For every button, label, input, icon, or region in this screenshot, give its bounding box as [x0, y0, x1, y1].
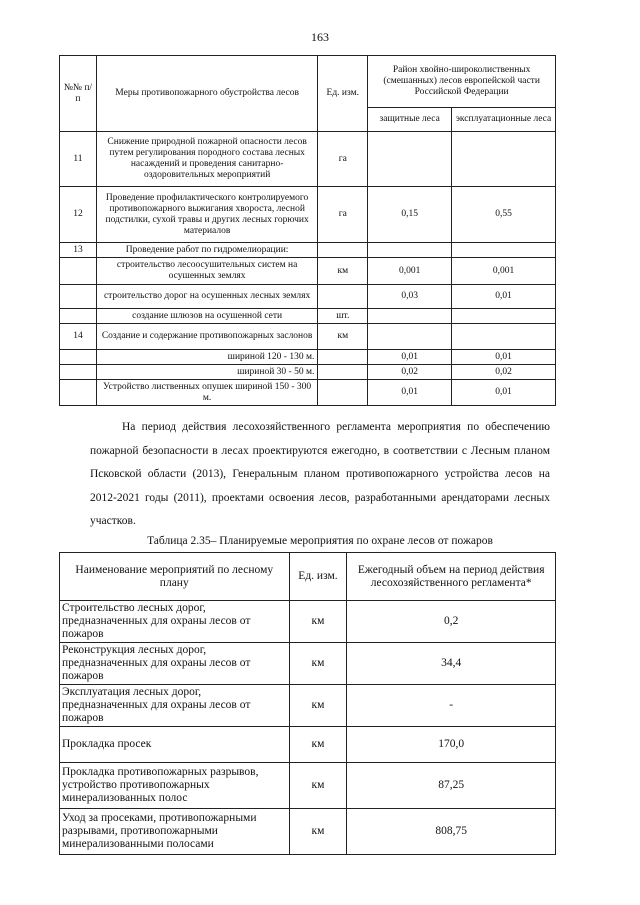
row-protective: [368, 132, 452, 187]
body-paragraph: На период действия лесохозяйственного регламента мероприятия по обеспечению пожарной безопасности в лесах проектируются ежегодно, в соответствии с Лесным планом Псковской области (2013), Генеральным планом противопожарного устройства лесов на 2012-2021 годы (2011), проектами освоения лесов, разработанными арендаторами лесных участков.: [90, 421, 550, 527]
fire-measures-table: [59, 55, 556, 406]
row-exploitation: 0,001: [452, 258, 556, 285]
row-measure: Проведение работ по гидромелиорации:: [96, 243, 317, 258]
row-measure: строительство дорог на осушенных лесных землях: [96, 285, 317, 309]
row-measure: Снижение природной пожарной опасности лесов путем регулирования породного состава лесных насаждений и проведения санитарно-оздоровительных мероприятий: [96, 132, 317, 187]
planned-measures-table: [59, 552, 556, 855]
row-protective: 0,01: [368, 380, 452, 406]
row-num: 11: [60, 132, 97, 187]
row-unit: [318, 380, 368, 406]
row-unit: км: [318, 324, 368, 350]
row-unit: км: [289, 809, 347, 855]
row-num: [60, 285, 97, 309]
table-row: [60, 809, 556, 855]
table-row: [60, 309, 556, 324]
row-protective: 0,03: [368, 285, 452, 309]
row-exploitation: [452, 243, 556, 258]
row-num: [60, 380, 97, 406]
row-num: 14: [60, 324, 97, 350]
row-unit: км: [289, 643, 347, 685]
row-measure: Проведение профилактического контролируемого противопожарного выжигания хвороста, лесной подстилки, сухой травы и других лесных горючих материалов: [96, 187, 317, 243]
row-num: [60, 350, 97, 365]
row-num: [60, 309, 97, 324]
header-protective: защитные леса: [368, 108, 452, 132]
row-value: 170,0: [347, 727, 556, 763]
row-unit: км: [289, 601, 347, 643]
row-value: 34,4: [347, 643, 556, 685]
row-value: 808,75: [347, 809, 556, 855]
row-unit: [318, 243, 368, 258]
table-row: [60, 132, 556, 187]
row-exploitation: [452, 132, 556, 187]
row-num: 13: [60, 243, 97, 258]
row-protective: [368, 243, 452, 258]
row-name: Реконструкция лесных дорог, предназначенных для охраны лесов от пожаров: [60, 643, 290, 685]
page-number: 163: [311, 30, 329, 44]
header-region: Район хвойно-широколиственных (смешанных) лесов европейской части Российской Федерации: [368, 56, 556, 108]
row-unit: [318, 285, 368, 309]
row-measure: Устройство лиственных опушек шириной 150 - 300 м.: [96, 380, 317, 406]
row-unit: [318, 350, 368, 365]
header-unit: Ед. изм.: [318, 56, 368, 132]
row-exploitation: 0,01: [452, 285, 556, 309]
row-exploitation: 0,55: [452, 187, 556, 243]
table-row: [60, 685, 556, 727]
row-value: 0,2: [347, 601, 556, 643]
row-name: Эксплуатация лесных дорог, предназначенных для охраны лесов от пожаров: [60, 685, 290, 727]
row-unit: [318, 365, 368, 380]
header-unit: Ед. изм.: [289, 553, 347, 601]
row-name: Прокладка просек: [60, 727, 290, 763]
table-row: [60, 187, 556, 243]
table-row: [60, 601, 556, 643]
row-protective: 0,001: [368, 258, 452, 285]
row-measure: создание шлюзов на осушенной сети: [96, 309, 317, 324]
table-row: [60, 763, 556, 809]
table-row: [60, 258, 556, 285]
row-unit: га: [318, 132, 368, 187]
header-name: Наименование мероприятий по лесному плану: [60, 553, 290, 601]
row-unit: га: [318, 187, 368, 243]
row-unit: км: [289, 763, 347, 809]
header-num: №№ п/п: [60, 56, 97, 132]
table-row: [60, 365, 556, 380]
table-row: [60, 643, 556, 685]
row-protective: 0,02: [368, 365, 452, 380]
header-measures: Меры противопожарного обустройства лесов: [96, 56, 317, 132]
row-exploitation: 0,02: [452, 365, 556, 380]
row-protective: 0,15: [368, 187, 452, 243]
row-unit: км: [289, 727, 347, 763]
row-protective: [368, 324, 452, 350]
table-row: [60, 285, 556, 309]
row-exploitation: [452, 309, 556, 324]
row-measure: строительство лесоосушительных систем на осушенных землях: [96, 258, 317, 285]
row-exploitation: 0,01: [452, 350, 556, 365]
row-unit: шт.: [318, 309, 368, 324]
row-name: Прокладка противопожарных разрывов, устройство противопожарных минерализованных полос: [60, 763, 290, 809]
table-row: [60, 324, 556, 350]
row-measure: шириной 120 - 130 м.: [96, 350, 317, 365]
row-protective: [368, 309, 452, 324]
row-unit: км: [318, 258, 368, 285]
header-volume: Ежегодный объем на период действия лесохозяйственного регламента*: [347, 553, 556, 601]
row-num: [60, 365, 97, 380]
row-name: Уход за просеками, противопожарными разрывами, противопожарными минерализованными полосами: [60, 809, 290, 855]
row-measure: Создание и содержание противопожарных заслонов: [96, 324, 317, 350]
row-protective: 0,01: [368, 350, 452, 365]
table-row: [60, 380, 556, 406]
row-value: 87,25: [347, 763, 556, 809]
row-num: 12: [60, 187, 97, 243]
table-row: [60, 727, 556, 763]
table-row: [60, 350, 556, 365]
row-value: -: [347, 685, 556, 727]
row-exploitation: 0,01: [452, 380, 556, 406]
row-unit: км: [289, 685, 347, 727]
row-name: Строительство лесных дорог, предназначенных для охраны лесов от пожаров: [60, 601, 290, 643]
table-caption: Таблица 2.35– Планируемые мероприятия по охране лесов от пожаров: [147, 535, 493, 547]
header-exploitation: эксплуатационные леса: [452, 108, 556, 132]
table-row: [60, 243, 556, 258]
row-measure: шириной 30 - 50 м.: [96, 365, 317, 380]
row-num: [60, 258, 97, 285]
row-exploitation: [452, 324, 556, 350]
